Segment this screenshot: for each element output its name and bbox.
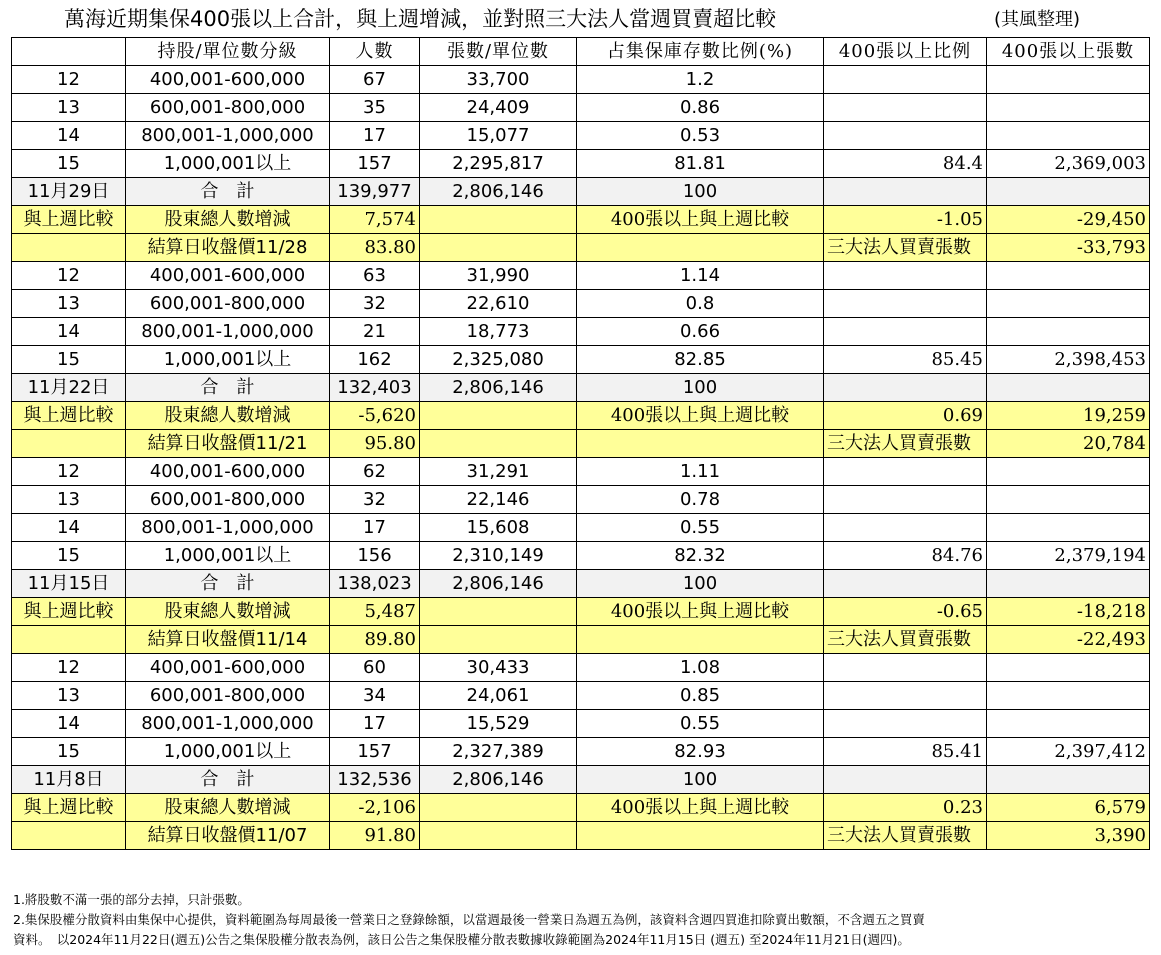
shares-cell: 2,325,080 [420,346,577,374]
header-row [12,38,1150,66]
total-row [12,374,1150,402]
ratio-cell [824,514,987,542]
total-pct: 100 [577,178,824,206]
page-title: 萬海近期集保400張以上合計，與上週增減，並對照三大法人當週買賣超比較 [64,7,777,31]
level-row [12,122,1150,150]
empty-cell [420,402,577,430]
range-cell: 600,001-800,000 [126,290,330,318]
close-desc: 結算日收盤價11/21 [126,430,330,458]
ratio-cell [824,66,987,94]
count-change: 19,259 [987,402,1150,430]
range-cell: 1,000,001以上 [126,346,330,374]
total-row [12,766,1150,794]
level-row [12,290,1150,318]
people-cell: 67 [330,66,420,94]
range-cell: 1,000,001以上 [126,150,330,178]
institutional-label: 三大法人買賣張數 [824,430,987,458]
total-label: 合 計 [126,374,330,402]
compare-label: 與上週比較 [12,598,126,626]
total-pct: 100 [577,570,824,598]
count-cell [987,94,1150,122]
holder-change: 5,487 [330,598,420,626]
compare-row [12,402,1150,430]
level-row [12,738,1150,766]
title-bar [0,4,1161,36]
total-people: 132,536 [330,766,420,794]
close-desc: 結算日收盤價11/07 [126,822,330,850]
count-change: 6,579 [987,794,1150,822]
count-cell [987,654,1150,682]
level-row [12,458,1150,486]
level-cell: 13 [12,682,126,710]
level-cell: 15 [12,542,126,570]
people-cell: 157 [330,738,420,766]
empty-cell [824,178,987,206]
empty-cell [12,234,126,262]
ratio-cell: 84.4 [824,150,987,178]
date-cell: 11月8日 [12,766,126,794]
close-desc: 結算日收盤價11/28 [126,234,330,262]
pct-cell: 82.93 [577,738,824,766]
people-cell: 32 [330,290,420,318]
level-row [12,66,1150,94]
header-cell: 占集保庫存數比例(%) [577,38,824,66]
empty-cell [420,234,577,262]
empty-cell [420,430,577,458]
pct-cell: 81.81 [577,150,824,178]
footnotes [13,890,1153,950]
institutional-count: 20,784 [987,430,1150,458]
people-cell: 156 [330,542,420,570]
close-row [12,626,1150,654]
count-cell [987,514,1150,542]
total-pct: 100 [577,374,824,402]
empty-cell [420,822,577,850]
level-cell: 15 [12,346,126,374]
ratio-cell [824,262,987,290]
count-cell: 2,379,194 [987,542,1150,570]
pct-cell: 1.2 [577,66,824,94]
people-cell: 62 [330,458,420,486]
people-cell: 35 [330,94,420,122]
level-row [12,542,1150,570]
header-cell: 張數/單位數 [420,38,577,66]
total-shares: 2,806,146 [420,570,577,598]
empty-cell [12,822,126,850]
count-cell [987,318,1150,346]
footnote-2: 2.集保股權分散資料由集保中心提供，資料範圍為每周最後一營業日之登錄餘額，以當週最後一營業日為週五為例，該資料含週四買進扣除賣出數額，不含週五之買賣 [13,912,925,927]
pct-cell: 0.86 [577,94,824,122]
close-desc: 結算日收盤價11/14 [126,626,330,654]
level-cell: 12 [12,458,126,486]
range-cell: 400,001-600,000 [126,262,330,290]
range-cell: 600,001-800,000 [126,94,330,122]
empty-cell [987,766,1150,794]
shares-cell: 15,077 [420,122,577,150]
holder-change: -5,620 [330,402,420,430]
pct-cell: 0.66 [577,318,824,346]
total-shares: 2,806,146 [420,766,577,794]
total-label: 合 計 [126,570,330,598]
ratio-change: -0.65 [824,598,987,626]
empty-cell [987,374,1150,402]
shares-cell: 15,529 [420,710,577,738]
total-row [12,570,1150,598]
range-cell: 800,001-1,000,000 [126,514,330,542]
ratio-cell [824,290,987,318]
compare-desc: 股東總人數增減 [126,402,330,430]
level-cell: 15 [12,738,126,766]
level-cell: 15 [12,150,126,178]
ratio-cell [824,486,987,514]
shares-cell: 24,409 [420,94,577,122]
holder-change: -2,106 [330,794,420,822]
ratio-cell: 85.41 [824,738,987,766]
compare-desc: 股東總人數增減 [126,794,330,822]
people-cell: 21 [330,318,420,346]
people-cell: 157 [330,150,420,178]
compare-desc: 股東總人數增減 [126,598,330,626]
total-pct: 100 [577,766,824,794]
level-row [12,682,1150,710]
range-cell: 800,001-1,000,000 [126,318,330,346]
level-row [12,150,1150,178]
compare-label: 與上週比較 [12,206,126,234]
range-cell: 600,001-800,000 [126,486,330,514]
empty-cell [824,766,987,794]
header-cell: 人數 [330,38,420,66]
people-cell: 32 [330,486,420,514]
empty-cell [420,206,577,234]
count-change: -29,450 [987,206,1150,234]
ratio-cell: 85.45 [824,346,987,374]
institutional-label: 三大法人買賣張數 [824,234,987,262]
level-row [12,710,1150,738]
holder-change: 7,574 [330,206,420,234]
empty-cell [577,822,824,850]
shares-cell: 24,061 [420,682,577,710]
institutional-count: -33,793 [987,234,1150,262]
total-people: 132,403 [330,374,420,402]
people-cell: 17 [330,514,420,542]
count-cell: 2,397,412 [987,738,1150,766]
pct-cell: 82.85 [577,346,824,374]
header-cell: 400張以上張數 [987,38,1150,66]
level-row [12,346,1150,374]
count-cell [987,290,1150,318]
pct-cell: 1.14 [577,262,824,290]
shares-cell: 18,773 [420,318,577,346]
shares-cell: 30,433 [420,654,577,682]
total-shares: 2,806,146 [420,374,577,402]
level-row [12,486,1150,514]
close-price: 91.80 [330,822,420,850]
date-cell: 11月29日 [12,178,126,206]
institutional-count: 3,390 [987,822,1150,850]
compare-desc2: 400張以上與上週比較 [577,794,824,822]
shares-cell: 33,700 [420,66,577,94]
ratio-cell [824,318,987,346]
total-label: 合 計 [126,178,330,206]
pct-cell: 0.55 [577,710,824,738]
ratio-cell: 84.76 [824,542,987,570]
footnote-1: 1.將股數不滿一張的部分去掉，只計張數。 [13,892,250,907]
date-cell: 11月22日 [12,374,126,402]
shares-cell: 15,608 [420,514,577,542]
total-people: 139,977 [330,178,420,206]
compare-desc2: 400張以上與上週比較 [577,402,824,430]
pct-cell: 1.08 [577,654,824,682]
total-people: 138,023 [330,570,420,598]
institutional-label: 三大法人買賣張數 [824,822,987,850]
shares-cell: 2,327,389 [420,738,577,766]
empty-cell [420,598,577,626]
level-cell: 14 [12,710,126,738]
total-label: 合 計 [126,766,330,794]
range-cell: 400,001-600,000 [126,66,330,94]
people-cell: 17 [330,122,420,150]
range-cell: 800,001-1,000,000 [126,122,330,150]
range-cell: 600,001-800,000 [126,682,330,710]
header-cell [12,38,126,66]
count-cell [987,122,1150,150]
people-cell: 162 [330,346,420,374]
count-cell [987,66,1150,94]
empty-cell [987,570,1150,598]
people-cell: 60 [330,654,420,682]
people-cell: 34 [330,682,420,710]
level-cell: 13 [12,486,126,514]
total-shares: 2,806,146 [420,178,577,206]
ratio-change: 0.69 [824,402,987,430]
date-cell: 11月15日 [12,570,126,598]
compare-desc: 股東總人數增減 [126,206,330,234]
compare-label: 與上週比較 [12,402,126,430]
count-cell [987,486,1150,514]
header-cell: 持股/單位數分級 [126,38,330,66]
empty-cell [420,626,577,654]
shares-cell: 31,990 [420,262,577,290]
close-row [12,430,1150,458]
pct-cell: 82.32 [577,542,824,570]
pct-cell: 1.11 [577,458,824,486]
level-cell: 12 [12,262,126,290]
pct-cell: 0.55 [577,514,824,542]
range-cell: 400,001-600,000 [126,458,330,486]
total-row [12,178,1150,206]
level-cell: 12 [12,654,126,682]
range-cell: 800,001-1,000,000 [126,710,330,738]
empty-cell [577,234,824,262]
count-cell: 2,369,003 [987,150,1150,178]
compare-label: 與上週比較 [12,794,126,822]
holdings-table [11,37,1150,850]
level-row [12,318,1150,346]
count-cell [987,458,1150,486]
ratio-change: -1.05 [824,206,987,234]
institutional-count: -22,493 [987,626,1150,654]
level-row [12,94,1150,122]
ratio-cell [824,654,987,682]
ratio-cell [824,94,987,122]
count-cell: 2,398,453 [987,346,1150,374]
ratio-cell [824,682,987,710]
shares-cell: 31,291 [420,458,577,486]
compare-row [12,206,1150,234]
empty-cell [824,570,987,598]
count-cell [987,710,1150,738]
compare-desc2: 400張以上與上週比較 [577,206,824,234]
empty-cell [824,374,987,402]
ratio-change: 0.23 [824,794,987,822]
empty-cell [577,626,824,654]
institutional-label: 三大法人買賣張數 [824,626,987,654]
count-cell [987,682,1150,710]
level-cell: 13 [12,94,126,122]
empty-cell [12,430,126,458]
ratio-cell [824,122,987,150]
level-cell: 14 [12,318,126,346]
level-row [12,262,1150,290]
shares-cell: 22,610 [420,290,577,318]
footnote-3: 資料。 以2024年11月22日(週五)公告之集保股權分散表為例，該日公告之集保股權分散表數據收錄範圍為2024年11月15日 (週五) 至2024年11月21日(週四)。 [13,932,910,947]
ratio-cell [824,710,987,738]
range-cell: 1,000,001以上 [126,542,330,570]
title-note: (其風整理) [994,9,1081,30]
pct-cell: 0.78 [577,486,824,514]
close-price: 95.80 [330,430,420,458]
close-row [12,822,1150,850]
close-price: 89.80 [330,626,420,654]
empty-cell [987,178,1150,206]
range-cell: 400,001-600,000 [126,654,330,682]
level-row [12,654,1150,682]
ratio-cell [824,458,987,486]
header-cell: 400張以上比例 [824,38,987,66]
level-cell: 14 [12,122,126,150]
shares-cell: 22,146 [420,486,577,514]
empty-cell [12,626,126,654]
shares-cell: 2,295,817 [420,150,577,178]
pct-cell: 0.8 [577,290,824,318]
empty-cell [577,430,824,458]
close-price: 83.80 [330,234,420,262]
close-row [12,234,1150,262]
level-cell: 12 [12,66,126,94]
pct-cell: 0.85 [577,682,824,710]
level-cell: 14 [12,514,126,542]
compare-row [12,598,1150,626]
count-cell [987,262,1150,290]
people-cell: 63 [330,262,420,290]
pct-cell: 0.53 [577,122,824,150]
empty-cell [420,794,577,822]
compare-row [12,794,1150,822]
shares-cell: 2,310,149 [420,542,577,570]
count-change: -18,218 [987,598,1150,626]
range-cell: 1,000,001以上 [126,738,330,766]
level-row [12,514,1150,542]
people-cell: 17 [330,710,420,738]
compare-desc2: 400張以上與上週比較 [577,598,824,626]
level-cell: 13 [12,290,126,318]
